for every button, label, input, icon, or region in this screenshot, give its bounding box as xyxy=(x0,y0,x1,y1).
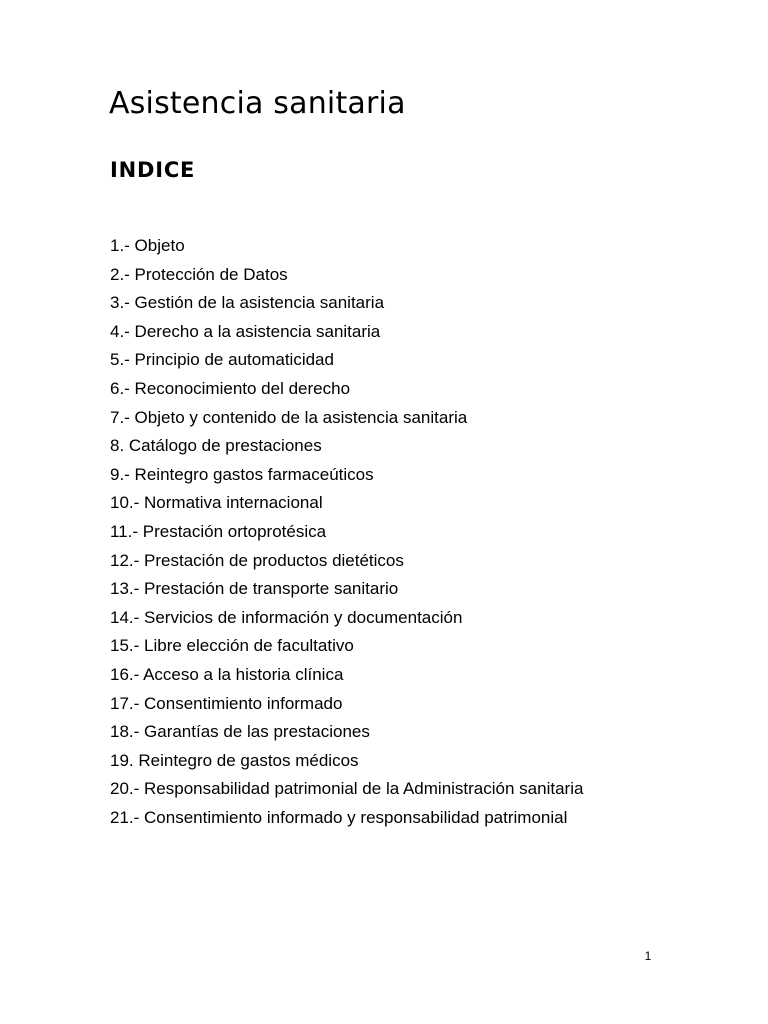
toc-item-18: 18.- Garantías de las prestaciones xyxy=(110,722,370,742)
toc-item-1: 1.- Objeto xyxy=(110,236,185,255)
toc-item-4: 4.- Derecho a la asistencia sanitaria xyxy=(110,321,381,341)
document-title: Asistencia sanitaria xyxy=(109,86,406,121)
toc-item-10: 10.- Normativa internacional xyxy=(110,493,323,513)
toc-item-13: 13.- Prestación de transporte sanitario xyxy=(110,579,399,599)
toc-item-11: 11.- Prestación ortoprotésica xyxy=(110,521,327,541)
page-number: 1 xyxy=(644,949,652,963)
toc-item-2: 2.- Protección de Datos xyxy=(110,264,288,284)
toc-item-14: 14.- Servicios de información y documentación xyxy=(110,607,463,627)
toc-item-12: 12.- Prestación de productos dietéticos xyxy=(110,550,404,570)
toc-item-19: 19. Reintegro de gastos médicos xyxy=(110,750,359,770)
toc-item-8: 8. Catálogo de prestaciones xyxy=(110,436,322,456)
toc-item-7: 7.- Objeto y contenido de la asistencia sanitaria xyxy=(110,407,468,427)
toc-item-20: 20.- Responsabilidad patrimonial de la Administración sanitaria xyxy=(110,779,584,799)
toc-item-9: 9.- Reintegro gastos farmaceúticos xyxy=(110,464,374,484)
toc-item-6: 6.- Reconocimiento del derecho xyxy=(110,378,351,398)
toc-item-17: 17.- Consentimiento informado xyxy=(110,693,343,713)
toc-item-16: 16.- Acceso a la historia clínica xyxy=(110,664,344,684)
toc-item-15: 15.- Libre elección de facultativo xyxy=(110,636,354,656)
index-heading: INDICE xyxy=(110,158,196,182)
toc-item-5: 5.- Principio de automaticidad xyxy=(110,350,334,370)
toc-item-21: 21.- Consentimiento informado y responsabilidad patrimonial xyxy=(110,807,568,827)
table-of-contents xyxy=(110,232,583,832)
toc-item-3: 3.- Gestión de la asistencia sanitaria xyxy=(110,293,385,313)
